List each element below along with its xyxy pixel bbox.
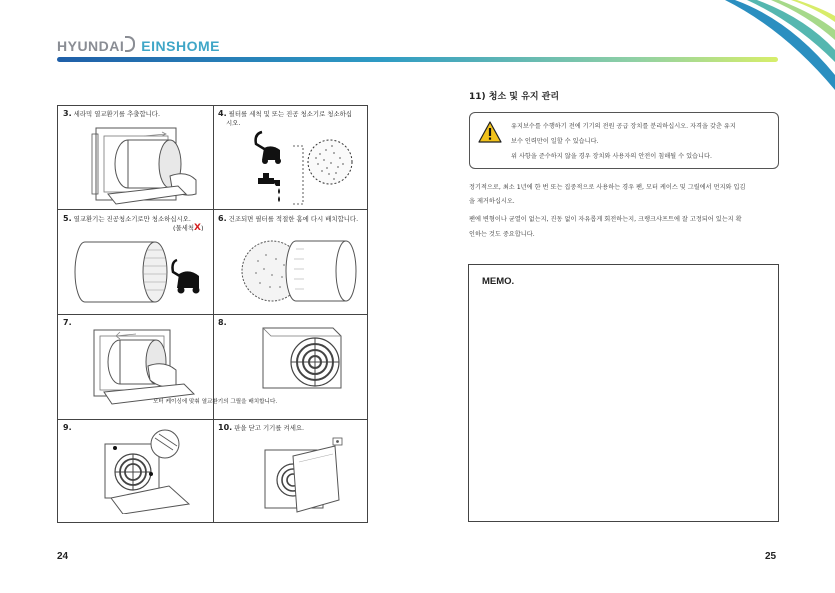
warning-line-3: 위 사항을 준수하지 않을 경우 장치와 사용자의 안전이 침해될 수 있습니다. — [511, 153, 712, 160]
header-gradient-bar — [57, 57, 778, 62]
step-10-caption: 10. 판을 닫고 기기를 켜세요. — [218, 423, 305, 432]
step-10-illustration — [253, 436, 363, 516]
warning-triangle-icon — [478, 121, 502, 143]
brand-secondary: EINSHOME — [141, 38, 220, 54]
grid-divider-row2 — [58, 314, 367, 315]
corner-swoosh-decoration — [695, 0, 835, 90]
section-title: 11) 청소 및 유지 관리 — [469, 92, 560, 102]
step-4-illustration — [248, 126, 358, 208]
grid-divider-row3 — [58, 419, 367, 420]
brand-primary: HYUNDAI — [57, 38, 125, 54]
step-6-illustration — [238, 231, 363, 311]
instruction-grid — [57, 105, 368, 523]
body-line-1: 정기적으로, 최소 1년에 한 번 또는 집중적으로 사용하는 경우 팬, 모터 케이스 및 그릴에서 먼지와 입김 — [469, 184, 746, 191]
step-5-illustration — [73, 236, 208, 311]
memo-title: MEMO. — [482, 276, 515, 287]
step-4-caption: 4. 필터를 세척 및 또는 진공 청소기로 청소하십 시오. — [218, 109, 352, 127]
body-line-2: 을 제거하십시오. — [469, 198, 515, 205]
brand-logo — [57, 36, 220, 54]
step-7-illustration — [86, 326, 204, 406]
water-faucet-icon — [258, 173, 280, 202]
memo-box — [468, 264, 779, 522]
page-number-right: 25 — [765, 551, 777, 562]
step-8-caption: 8. — [218, 318, 227, 327]
step-5-caption: 5. 열교환기는 진공청소기로만 청소하십시오. — [63, 214, 191, 223]
body-line-3: 팬에 변형이나 균열이 없는지, 진동 없이 자유롭게 회전하는지, 크랭크샤프트에 잘 고정되어 있는지 확 — [469, 216, 742, 223]
vacuum-cleaner-icon — [256, 132, 281, 164]
page-number-left: 24 — [57, 551, 69, 562]
step-3-caption: 3. 세라믹 열교환기를 추출합니다. — [63, 109, 161, 118]
warning-line-2: 보수 인력만이 일할 수 있습니다. — [511, 138, 599, 145]
step-8-illustration — [253, 324, 363, 394]
step-5-no-wash-note: (물세척X) — [173, 223, 204, 233]
step-9-caption: 9. — [63, 423, 72, 432]
step-3-illustration — [88, 124, 198, 206]
step-9-illustration — [93, 428, 208, 514]
warning-line-1: 유지보수를 수행하기 전에 기기의 전원 공급 장치를 분리하십시오. 자격을 갖춘 유지 — [511, 123, 736, 130]
step-7-caption: 7. — [63, 318, 72, 327]
logo-mark-icon — [125, 36, 135, 52]
filter-texture-icon — [308, 140, 352, 184]
step-6-caption: 6. 건조되면 필터를 적절한 홈에 다시 배치합니다. — [218, 214, 359, 223]
vacuum-cleaner-icon — [173, 260, 200, 294]
grid-divider-row1 — [58, 209, 367, 210]
step-7-8-caption: 모터 케이싱에 맞춰 열교환기의 그릴을 배치합니다. — [153, 399, 278, 405]
body-line-4: 인하는 것도 중요합니다. — [469, 231, 535, 238]
